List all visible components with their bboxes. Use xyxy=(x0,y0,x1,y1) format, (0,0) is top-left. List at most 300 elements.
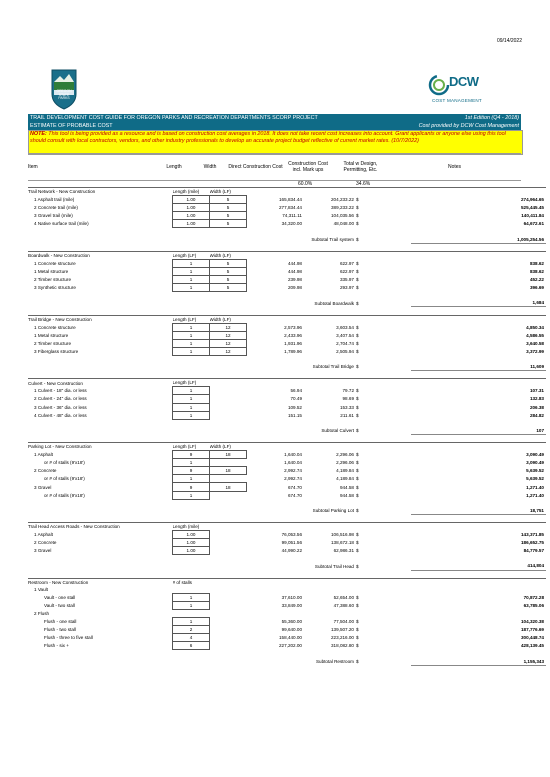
cell-col-6: 186,652.75 xyxy=(521,540,544,546)
cell-col-1: 1 xyxy=(173,411,210,419)
cell-col-6 xyxy=(411,586,546,594)
table-row xyxy=(28,347,546,355)
cell-col-5 xyxy=(356,570,411,578)
cell-col-3: 165,834.44 xyxy=(279,197,302,203)
cell-col-3 xyxy=(247,578,305,586)
cell-col-5: $ xyxy=(356,348,359,354)
cell-col-0: 1 Metal structure xyxy=(34,332,69,338)
cell-col-4: Subtotal Culvert xyxy=(321,428,354,434)
cell-col-2 xyxy=(210,601,247,609)
table-row xyxy=(28,259,546,267)
cell-col-4: 2,505.94 xyxy=(336,348,354,354)
cell-col-1 xyxy=(173,292,210,300)
cell-col-0: 2 Timber structure xyxy=(34,277,72,283)
cell-col-1: Length (LF) xyxy=(173,315,210,323)
cell-col-2 xyxy=(210,555,247,563)
table-row xyxy=(28,212,546,220)
cell-col-6 xyxy=(411,355,546,363)
cell-col-4: Subtotal Trail Bridge xyxy=(312,364,354,370)
cell-col-0 xyxy=(28,299,173,307)
cell-col-0: 4 Culvert - 48" dia. or less xyxy=(34,412,87,418)
cell-col-5: $ xyxy=(356,594,359,600)
cell-col-4: 335.97 xyxy=(339,277,354,283)
cell-col-6: 143,371.85 xyxy=(521,532,544,538)
cell-col-2: 5 xyxy=(210,220,247,228)
cell-col-0: 1 Asphalt xyxy=(34,532,53,538)
table-row xyxy=(28,243,546,251)
col-construction-cost: Construction Cost incl. Mark ups xyxy=(288,161,328,173)
cell-col-1: 9 xyxy=(173,483,210,491)
cell-col-4 xyxy=(304,586,356,594)
cell-col-0 xyxy=(28,419,173,427)
cell-col-3 xyxy=(247,507,305,515)
cell-col-6: 525,445.45 xyxy=(521,205,544,211)
cell-col-5 xyxy=(356,555,411,563)
cell-col-5 xyxy=(356,522,411,530)
cell-col-6: 104,320.38 xyxy=(521,619,544,625)
cell-col-5 xyxy=(356,650,411,658)
cell-col-6: 107.31 xyxy=(529,388,544,394)
cell-col-1: 1 xyxy=(173,339,210,347)
cell-col-2 xyxy=(210,618,247,626)
table-row xyxy=(28,499,546,507)
cell-col-1 xyxy=(173,514,210,522)
cell-col-0 xyxy=(28,427,173,435)
cell-col-4 xyxy=(304,251,356,259)
cell-col-5 xyxy=(356,243,411,251)
cell-col-6 xyxy=(411,443,546,451)
cell-col-3: 209.98 xyxy=(287,285,302,291)
cell-col-1 xyxy=(173,419,210,427)
cell-col-3: 109.52 xyxy=(287,404,302,410)
cell-col-1 xyxy=(173,499,210,507)
cell-col-0: Parking Lot - New Construction xyxy=(28,443,173,451)
cell-col-5 xyxy=(356,355,411,363)
table-row xyxy=(28,634,546,642)
cell-col-0: 1 Asphalt xyxy=(34,452,53,458)
cell-col-1: 1 xyxy=(173,475,210,483)
cell-col-0: 1 Concrete structure xyxy=(34,324,76,330)
cell-col-4: 62,986.31 xyxy=(333,548,354,554)
cell-col-5: $ xyxy=(356,268,359,274)
cell-col-0: Trail Bridge - New Construction xyxy=(28,315,173,323)
header-bottom-rule xyxy=(28,180,521,181)
cell-col-2 xyxy=(210,578,247,586)
cell-col-5: $ xyxy=(356,563,359,569)
cell-col-4: 389,233.22 xyxy=(331,205,354,211)
table-row xyxy=(28,323,546,331)
table-row xyxy=(28,618,546,626)
cell-col-2 xyxy=(210,514,247,522)
cell-col-5: $ xyxy=(356,388,359,394)
cell-col-2: 12 xyxy=(210,347,247,355)
table-row xyxy=(28,371,546,379)
table-row xyxy=(28,220,546,228)
cell-col-5: $ xyxy=(356,658,359,664)
cell-col-2: 5 xyxy=(210,284,247,292)
cell-col-0: or # of stalls (9'x18') xyxy=(44,460,85,466)
cell-col-1: Length (LF) xyxy=(173,251,210,259)
cell-col-0: Vault - two stall xyxy=(44,602,75,608)
cell-col-1: Length (LF) xyxy=(173,379,210,387)
cell-col-6 xyxy=(411,555,546,563)
cell-col-0 xyxy=(28,555,173,563)
cell-col-3: 1,640.04 xyxy=(284,452,302,458)
cell-col-3: 2,992.74 xyxy=(284,476,302,482)
cell-col-3: 70.49 xyxy=(290,396,302,402)
cell-col-2 xyxy=(210,228,247,236)
cell-col-0 xyxy=(28,292,173,300)
cell-col-6 xyxy=(411,434,546,442)
cell-col-5 xyxy=(356,371,411,379)
cell-col-0: Boardwalk - New Construction xyxy=(28,251,173,259)
cell-col-5: $ xyxy=(356,404,359,410)
cell-col-3: 74,311.11 xyxy=(282,213,302,219)
cell-col-2 xyxy=(210,411,247,419)
col-direct-cost: Direct Construction Cost xyxy=(228,164,283,170)
cell-col-3: 33,849.00 xyxy=(281,602,302,608)
cell-col-3 xyxy=(247,443,305,451)
cell-col-5: $ xyxy=(356,364,359,370)
cell-col-5 xyxy=(356,434,411,442)
cell-col-0 xyxy=(28,243,173,251)
cell-col-5: $ xyxy=(356,300,359,306)
cell-col-6: 5,639.52 xyxy=(526,476,544,482)
cell-col-5: $ xyxy=(356,602,359,608)
cell-col-4 xyxy=(304,578,356,586)
cell-col-3 xyxy=(247,299,305,307)
cell-col-0: 2 Concrete xyxy=(34,540,57,546)
cell-col-2 xyxy=(210,403,247,411)
dcw-logo xyxy=(428,70,490,114)
cell-col-1: 1 xyxy=(173,601,210,609)
cell-col-0 xyxy=(28,499,173,507)
cell-col-3: 1,640.04 xyxy=(284,460,302,466)
table-row xyxy=(28,339,546,347)
cell-col-4: 2,296.06 xyxy=(336,452,354,458)
cell-col-3: 277,834.44 xyxy=(279,205,302,211)
cell-col-5: $ xyxy=(356,205,359,211)
title-bar xyxy=(28,114,521,130)
cell-col-1 xyxy=(173,371,210,379)
cell-col-4 xyxy=(304,514,356,522)
cell-col-4: 153.33 xyxy=(339,404,354,410)
cell-col-2: 12 xyxy=(210,323,247,331)
table-row xyxy=(28,419,546,427)
cell-col-3 xyxy=(247,427,305,435)
cell-col-2 xyxy=(210,459,247,467)
cell-col-6 xyxy=(411,379,546,387)
cell-col-3: 44,990.22 xyxy=(281,548,302,554)
cell-col-4 xyxy=(304,522,356,530)
cell-col-0: 3 Gravel xyxy=(34,548,52,554)
cell-col-1 xyxy=(173,307,210,315)
cell-col-1: Length (LF) xyxy=(173,443,210,451)
cell-col-5 xyxy=(356,292,411,300)
cell-col-6: 838.62 xyxy=(529,268,544,274)
table-row xyxy=(28,626,546,634)
cell-col-5: $ xyxy=(356,468,359,474)
cost-table xyxy=(28,187,546,666)
cell-col-2: 5 xyxy=(210,259,247,267)
cell-col-1 xyxy=(173,658,210,666)
cell-col-2 xyxy=(210,243,247,251)
cell-col-6 xyxy=(411,307,546,315)
cell-col-4 xyxy=(304,443,356,451)
table-row xyxy=(28,228,546,236)
table-row xyxy=(28,451,546,459)
cell-col-4: 48,048.00 xyxy=(333,221,354,227)
cell-col-5: $ xyxy=(356,428,359,434)
cell-col-2 xyxy=(210,434,247,442)
cell-col-2 xyxy=(210,371,247,379)
cell-col-4 xyxy=(304,379,356,387)
cell-col-5: $ xyxy=(356,484,359,490)
cell-col-6: 396.69 xyxy=(529,285,544,291)
cell-col-1: 9 xyxy=(173,467,210,475)
table-row xyxy=(28,395,546,403)
oregon-parks-logo xyxy=(50,68,78,110)
cell-col-2 xyxy=(210,562,247,570)
cell-col-3 xyxy=(247,562,305,570)
cell-col-6 xyxy=(411,499,546,507)
cell-col-3 xyxy=(247,650,305,658)
cell-col-4 xyxy=(304,570,356,578)
cell-col-4: 204,233.22 xyxy=(331,197,354,203)
cell-col-0 xyxy=(28,570,173,578)
cell-col-6: 452.22 xyxy=(529,277,544,283)
cell-col-3: 674.70 xyxy=(287,492,302,498)
cell-col-5: $ xyxy=(356,452,359,458)
cell-col-3: 34,320.00 xyxy=(281,221,302,227)
cell-col-1: 1 xyxy=(173,284,210,292)
cell-col-5: $ xyxy=(356,627,359,633)
cell-col-4: 293.97 xyxy=(339,285,354,291)
cell-col-4: 47,388.60 xyxy=(333,602,354,608)
cell-col-6: 300,448.74 xyxy=(521,635,544,641)
cell-col-5: $ xyxy=(356,508,359,514)
cell-col-1 xyxy=(173,355,210,363)
header-top-rule xyxy=(28,153,521,154)
cell-col-2 xyxy=(210,522,247,530)
table-row xyxy=(28,307,546,315)
section-header-row xyxy=(28,188,546,196)
cell-col-1 xyxy=(173,570,210,578)
cell-col-1: 1 xyxy=(173,387,210,395)
cell-col-4 xyxy=(304,355,356,363)
cell-col-4: 318,082.80 xyxy=(331,643,354,649)
cell-col-2: 5 xyxy=(210,204,247,212)
cell-col-2 xyxy=(210,634,247,642)
cell-col-2 xyxy=(210,387,247,395)
cell-col-4 xyxy=(304,499,356,507)
table-row xyxy=(28,276,546,284)
cell-col-5: $ xyxy=(356,492,359,498)
table-row xyxy=(28,459,546,467)
cell-col-6 xyxy=(411,315,546,323)
cell-col-6: 428,139.45 xyxy=(521,643,544,649)
cell-col-5: $ xyxy=(356,332,359,338)
subtotal-row xyxy=(28,363,546,371)
cell-col-1: 1.00 xyxy=(173,220,210,228)
cell-col-6: 1,271.40 xyxy=(526,492,544,498)
cell-col-5: $ xyxy=(356,285,359,291)
cell-col-6 xyxy=(411,650,546,658)
cell-col-3: 151.15 xyxy=(287,412,302,418)
cell-col-4: Subtotal Trail system xyxy=(311,236,354,242)
cell-col-4 xyxy=(304,609,356,617)
cell-col-2 xyxy=(210,419,247,427)
cell-col-6: 414,804 xyxy=(411,562,546,570)
cell-col-0: 1 Concrete structure xyxy=(34,260,76,266)
cell-col-4 xyxy=(304,292,356,300)
section-header-row xyxy=(28,443,546,451)
cell-col-5 xyxy=(356,514,411,522)
cell-col-5: $ xyxy=(356,476,359,482)
cell-col-6 xyxy=(411,570,546,578)
cell-col-6: 132.83 xyxy=(529,396,544,402)
cell-col-3: 444.98 xyxy=(287,268,302,274)
cell-col-2 xyxy=(210,427,247,435)
cell-col-4: 4,189.84 xyxy=(336,476,354,482)
table-row xyxy=(28,483,546,491)
cell-col-0 xyxy=(28,371,173,379)
cell-col-5: $ xyxy=(356,532,359,538)
cell-col-4: 106,516.98 xyxy=(331,532,354,538)
cell-col-0 xyxy=(28,228,173,236)
title-line-1: TRAIL DEVELOPMENT COST GUIDE FOR OREGON PARKS AND RECREATION DEPARTMENTS SCORP PROJECT xyxy=(30,115,318,121)
cell-col-0: 1 Culvert - 18" dia. or less xyxy=(34,388,87,394)
cell-col-4: 211.61 xyxy=(340,412,354,418)
cell-col-4: Subtotal Boardwalk xyxy=(314,300,354,306)
cell-col-4: 104,035.56 xyxy=(331,213,354,219)
cell-col-1 xyxy=(173,586,210,594)
cell-col-4 xyxy=(304,434,356,442)
cell-col-5 xyxy=(356,228,411,236)
cell-col-2: Width (LF) xyxy=(210,188,247,196)
subtotal-row xyxy=(28,236,546,244)
cell-col-6: 284.82 xyxy=(529,412,544,418)
table-row xyxy=(28,355,546,363)
cell-col-3: 55,360.00 xyxy=(281,619,302,625)
col-length: Length xyxy=(166,164,182,170)
cell-col-0: 1 Metal structure xyxy=(34,268,69,274)
table-row xyxy=(28,196,546,204)
cell-col-0: 2 Concrete trail (mile) xyxy=(34,205,78,211)
cell-col-2: Width (LF) xyxy=(210,443,247,451)
cell-col-5: $ xyxy=(356,213,359,219)
cell-col-3 xyxy=(247,586,305,594)
dcw-mark-icon xyxy=(428,74,450,96)
cell-col-4 xyxy=(304,371,356,379)
cell-col-0: 3 Gravel trail (mile) xyxy=(34,213,73,219)
cell-col-0: 2 Flush xyxy=(34,611,50,617)
cell-col-5: $ xyxy=(356,619,359,625)
cell-col-6: 1,005,254.56 xyxy=(411,236,546,244)
table-row xyxy=(28,650,546,658)
cell-col-0: 3 Fiberglass structure xyxy=(34,348,79,354)
table-row xyxy=(28,586,546,594)
cell-col-1 xyxy=(173,243,210,251)
cell-col-3 xyxy=(247,315,305,323)
cell-col-1 xyxy=(173,555,210,563)
table-row xyxy=(28,411,546,419)
cell-col-6: 3,090.49 xyxy=(526,460,544,466)
section-header-row xyxy=(28,251,546,259)
cell-col-6: 63,785.06 xyxy=(523,602,544,608)
table-row xyxy=(28,284,546,292)
table-row xyxy=(28,491,546,499)
table-row xyxy=(28,475,546,483)
cell-col-2 xyxy=(210,609,247,617)
cell-col-0: or # of stalls (9'x18') xyxy=(44,476,85,482)
cell-col-2: 12 xyxy=(210,331,247,339)
cell-col-3 xyxy=(247,371,305,379)
cell-col-3: 239.98 xyxy=(287,277,302,283)
cell-col-0: 2 Culvert - 24" dia. or less xyxy=(34,396,87,402)
disclaimer-note xyxy=(28,130,523,155)
cell-col-5 xyxy=(356,188,411,196)
cell-col-0 xyxy=(28,562,173,570)
cell-col-1: 1 xyxy=(173,459,210,467)
cell-col-3: 444.98 xyxy=(287,260,302,266)
cell-col-5 xyxy=(356,419,411,427)
cell-col-0 xyxy=(28,434,173,442)
cell-col-6: 838.62 xyxy=(529,260,544,266)
cell-col-1: 1 xyxy=(173,323,210,331)
cell-col-0: or # of stalls (9'x18') xyxy=(44,492,85,498)
cell-col-2: 5 xyxy=(210,212,247,220)
table-row xyxy=(28,387,546,395)
col-total-design: Total w Design, Permitting, Etc. xyxy=(343,161,378,173)
cell-col-0 xyxy=(28,658,173,666)
cell-col-2: Width (LF) xyxy=(210,251,247,259)
table-row xyxy=(28,331,546,339)
cell-col-1: 1 xyxy=(173,618,210,626)
cell-col-6: 70,872.28 xyxy=(523,594,544,600)
logo-line-3: PARKS xyxy=(58,96,70,101)
section-header-row xyxy=(28,578,546,586)
cell-col-0: Culvert - New Construction xyxy=(28,379,173,387)
cell-col-4: 3,407.54 xyxy=(336,332,354,338)
cell-col-6: 206.38 xyxy=(529,404,544,410)
cell-col-3 xyxy=(247,355,305,363)
cell-col-1: Length (mile) xyxy=(173,188,210,196)
cell-col-5: $ xyxy=(356,221,359,227)
cell-col-2 xyxy=(210,531,247,539)
title-line-2: ESTIMATE OF PROBABLE COST xyxy=(30,122,113,129)
markup-percent: 60.0% xyxy=(298,181,313,187)
cell-col-4: 2,704.74 xyxy=(336,340,354,346)
cell-col-5: $ xyxy=(356,260,359,266)
cell-col-5 xyxy=(356,307,411,315)
cell-col-2 xyxy=(210,395,247,403)
cell-col-5 xyxy=(356,499,411,507)
cell-col-3 xyxy=(247,434,305,442)
cell-col-6: 84,779.57 xyxy=(523,548,544,554)
cell-col-6 xyxy=(411,419,546,427)
cell-col-2: 18 xyxy=(210,451,247,459)
logo-line-1: OREGON xyxy=(56,89,72,93)
cell-col-0: 2 Concrete xyxy=(34,468,57,474)
cell-col-1: 1 xyxy=(173,276,210,284)
cell-col-1: 1.00 xyxy=(173,547,210,555)
cell-col-3: 37,610.00 xyxy=(281,594,302,600)
cell-col-2 xyxy=(210,626,247,634)
cell-col-5: $ xyxy=(356,197,359,203)
cell-col-4: 138,672.18 xyxy=(331,540,354,546)
cell-col-3: 2,433.96 xyxy=(284,332,302,338)
